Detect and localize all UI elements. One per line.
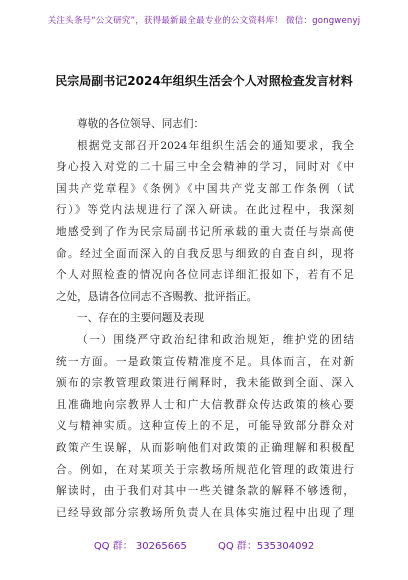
body-line: 个人对照检查的情况向各位同志详细汇报如下，若有不足: [56, 269, 354, 282]
body-line: 命。经过全面而深入的自我反思与细致的自查自纠，现将: [56, 247, 354, 260]
footer-qq-group-2: QQ 群：535304092: [218, 541, 315, 552]
body-line: 之处，恳请各位同志不吝赐教、批评指正。: [56, 290, 258, 303]
body-line: 统一方面。一是政策宣传精准度不足。具体而言，在对新: [56, 355, 354, 368]
footer-qq-group-1: QQ 群： 30265665: [93, 541, 187, 552]
body-line: 根据党支部召开2024年组织生活会的通知要求，我全: [77, 139, 354, 152]
body-line: 已经导致部分宗教场所负责人在具体实施过程中出现了理: [56, 506, 354, 519]
salutation: 尊敬的各位领导、同志们：: [77, 118, 205, 130]
body-line: 合。例如，在对某项关于宗教场所规范化管理的政策进行: [56, 463, 354, 476]
body-line: 政策产生误解，从而影响他们对政策的正确理解和积极配: [56, 441, 354, 454]
body-line: 且准确地向宗教界人士和广大信教群众传达政策的核心要: [56, 398, 354, 411]
body-line: 身心投入对党的二十届三中全会精神的学习，同时对《中: [56, 161, 354, 174]
body-line: 颁布的宗教管理政策进行阐释时，我未能做到全面、深入: [56, 377, 354, 390]
document-title: 民宗局副书记2024年组织生活会个人对照检查发言材料: [55, 74, 353, 88]
body-line: 地感受到了作为民宗局副书记所承载的重大责任与崇高使: [56, 225, 354, 238]
section-heading: 一、存在的主要问题及表现: [77, 312, 205, 325]
footer-contact: [0, 537, 408, 552]
header-banner: 关注头条号“公文研究”，获得最新最全最专业的公文资料库！ 微信：gongwenyj: [47, 16, 361, 26]
body-line: 解读时，由于我们对其中一些关键条款的解释不够透彻，: [56, 485, 354, 498]
body-line: （一）围绕严守政治纪律和政治规矩，维护党的团结: [77, 333, 354, 346]
body-line: 国共产党章程》《条例》《中国共产党支部工作条例（试: [56, 182, 354, 195]
body-line: 义与精神实质。这种宣传上的不足，可能导致部分群众对: [56, 420, 354, 433]
document-body: [56, 114, 354, 524]
body-line: 行）》等党内法规进行了深入研读。在此过程中，我深刻: [56, 204, 354, 217]
